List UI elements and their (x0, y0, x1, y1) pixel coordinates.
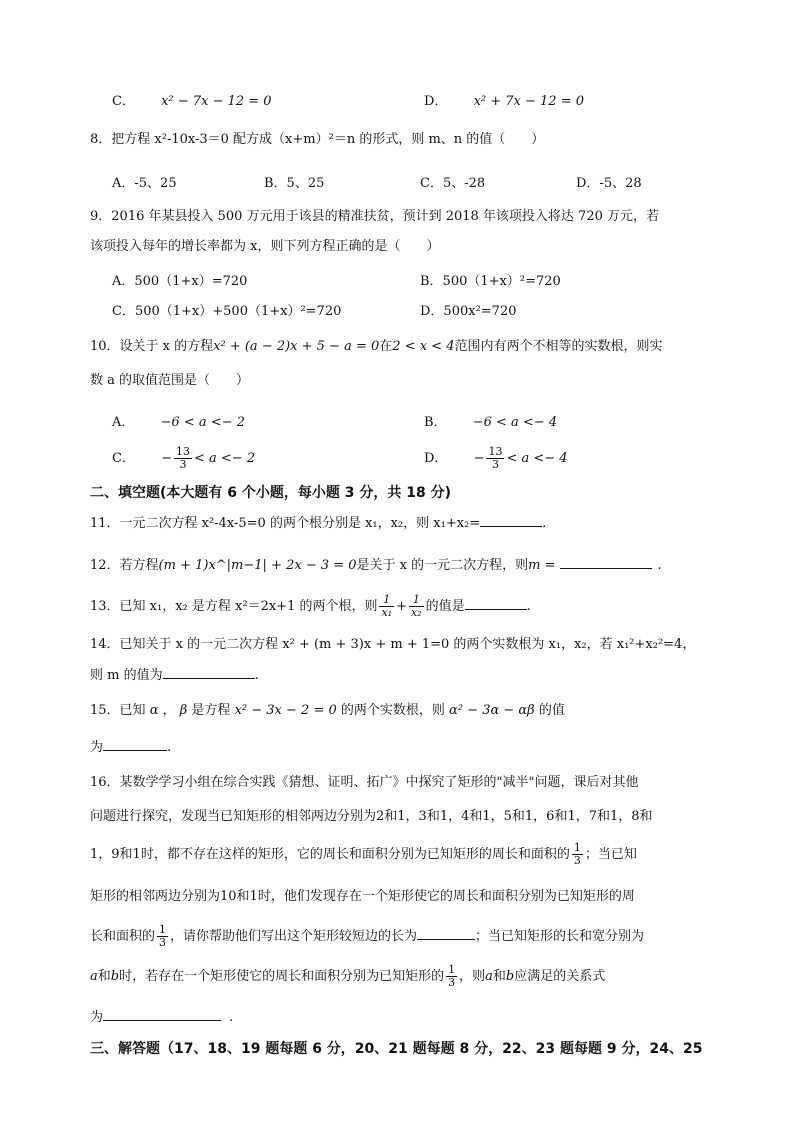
q8-option-b: B．5、25 (264, 176, 325, 191)
text: ；当已知 (584, 847, 637, 862)
text: 12．若方程 (90, 558, 159, 573)
q10-option-c (112, 446, 255, 471)
question-9-line-2: 该项投入每年的增长率都为 x，则下列方程正确的是（ ） (90, 239, 440, 254)
option-label: C． (112, 451, 135, 466)
denominator: 3 (448, 976, 456, 989)
minus-sign: − (473, 451, 485, 466)
q9-option-c: C．500（1+x）+500（1+x）²=720 (112, 304, 342, 319)
question-12 (90, 556, 734, 575)
answer-blank[interactable] (103, 738, 167, 751)
text: . (526, 599, 531, 614)
text: ；当已知矩形的长和宽分别为 (475, 929, 645, 944)
option-label: C． (112, 94, 135, 109)
fraction (174, 446, 192, 471)
question-16-line-6 (90, 964, 734, 990)
question-15-line-2 (90, 738, 734, 757)
answer-blank[interactable] (480, 514, 542, 527)
option-expression: x² + 7x − 12 = 0 (473, 94, 585, 109)
text: 为 (90, 740, 104, 755)
variable-a: a (485, 969, 493, 984)
answer-blank[interactable] (417, 927, 475, 940)
denominator: 3 (573, 854, 581, 867)
answer-blank[interactable] (465, 597, 527, 610)
option-expression: −6 < a <− 2 (160, 415, 245, 430)
question-16-line-2: 问题进行探究，发现当已知矩形的相邻两边分别为2和1，3和1，4和1，5和1，6和1，7和1，8和 (90, 809, 653, 824)
option-label: D． (424, 451, 448, 466)
fraction (572, 842, 583, 867)
text: ，则 (459, 969, 486, 984)
question-10-line-1 (90, 338, 734, 356)
q9-option-d: D．500x²=720 (420, 304, 517, 319)
answer-blank[interactable] (103, 1008, 221, 1021)
question-8: 8．把方程 x²-10x-3＝0 配方成（x+m）²＝n 的形式，则 m、n 的值（ ） (90, 132, 545, 147)
variable-b: b (110, 969, 120, 984)
plus-sign: + (396, 599, 407, 614)
alpha-symbol: α (149, 703, 159, 718)
text: ，请你帮助他们写出这个矩形较短边的长为 (170, 929, 418, 944)
question-13 (90, 594, 734, 620)
minus-sign: − (161, 451, 172, 466)
text: 13．已知 x₁，x₂ 是方程 x²＝2x+1 的两个根，则 (90, 599, 378, 614)
fraction (379, 594, 394, 619)
numerator: 13 (488, 445, 503, 458)
text: 15．已知 (90, 703, 146, 718)
q9-option-a: A．500（1+x）=720 (112, 274, 248, 289)
text: 范围内有两个不相等的实数根，则实 (454, 339, 663, 354)
question-16-line-3 (90, 842, 734, 868)
q7-option-c (112, 90, 272, 109)
equation: x² + (a − 2)x + 5 − a = 0 (213, 339, 380, 354)
denominator: x₁ (381, 606, 393, 619)
question-16-line-7 (90, 1008, 734, 1027)
equation: (m + 1)x^|m−1| + 2x − 3 = 0 (158, 558, 357, 573)
equation: x² − 3x − 2 = 0 (234, 703, 337, 718)
q9-option-b: B．500（1+x）²=720 (420, 274, 561, 289)
text: ， (162, 703, 176, 718)
text: 在 (379, 339, 393, 354)
question-16-line-4: 矩形的相邻两边分别为10和1时，他们发现存在一个矩形使它的周长和面积分别为已知矩形的周 (90, 889, 635, 904)
text: 1，9和1时，都不存在这样的矩形，它的周长和面积分别为已知矩形的周长和面积的 (90, 847, 570, 862)
q8-option-a: A．-5、25 (112, 176, 177, 191)
option-expression: < a <− 4 (506, 451, 568, 466)
section-3-heading: 三、解答题（17、18、19 题每题 6 分，20、21 题每题 8 分，22、23 题每题 9 分，24、25 (90, 1041, 703, 1057)
text: 的两个实数根，则 (340, 703, 445, 718)
text: 是方程 (191, 703, 231, 718)
numerator: 1 (448, 963, 456, 976)
q7-option-d (424, 90, 584, 109)
q8-option-c: C．5、-28 (420, 176, 486, 191)
variable-a: a (90, 969, 98, 984)
denominator: 3 (491, 458, 499, 471)
text: 和 (492, 969, 506, 984)
text: 长和面积的 (90, 929, 156, 944)
numerator: 1 (573, 841, 581, 854)
q10-option-d (424, 446, 568, 471)
q10-option-a (112, 411, 245, 430)
question-16-line-1: 16．某数学学习小组在综合实践《猜想、证明、拓广》中探究了矩形的"减半"问题，课后对其他 (90, 775, 639, 790)
text: 则 m 的值为 (90, 668, 163, 683)
fraction (409, 594, 424, 619)
question-10-line-2: 数 a 的取值范围是（ ） (90, 373, 250, 388)
question-11 (90, 514, 734, 533)
answer-blank[interactable] (560, 556, 652, 569)
option-label: D． (424, 94, 448, 109)
denominator: x₂ (411, 606, 422, 619)
text: . (657, 558, 662, 573)
question-14-line-1: 14．已知关于 x 的一元二次方程 x² + (m + 3)x + m + 1=0 的两个实数根为 x₁，x₂，若 x₁²+x₂²=4， (90, 637, 696, 652)
text: . (229, 1010, 234, 1025)
fraction (157, 924, 168, 949)
numerator: 1 (159, 923, 167, 936)
question-9-line-1: 9．2016 年某县投入 500 万元用于该县的精准扶贫，预计到 2018 年该项投入将达 720 万元，若 (90, 209, 659, 224)
section-2-heading: 二、填空题(本大题有 6 个小题，每小题 3 分，共 18 分) (90, 485, 452, 501)
text: 时，若存在一个矩形使它的周长和面积分别为已知矩形的 (119, 969, 445, 984)
option-label: A． (112, 415, 135, 430)
text: 应满足的关系式 (514, 969, 606, 984)
fraction (446, 964, 457, 989)
text: 为 (90, 1010, 104, 1025)
option-label: B． (424, 415, 447, 430)
option-expression: < a <− 2 (194, 451, 256, 466)
fraction (486, 446, 504, 471)
numerator: 1 (409, 594, 424, 607)
text: 和 (97, 969, 111, 984)
text: 的值是 (425, 599, 465, 614)
denominator: 3 (159, 936, 167, 949)
text: . (542, 516, 547, 531)
question-15-line-1 (90, 702, 734, 720)
numerator: 13 (176, 445, 190, 458)
text: . (254, 668, 259, 683)
question-16-line-5 (90, 924, 734, 950)
expression: α² − 3α − αβ (449, 703, 535, 718)
range: 2 < x < 4 (392, 339, 455, 354)
text: . (167, 740, 172, 755)
numerator: 1 (379, 594, 394, 607)
q10-option-b (424, 411, 557, 430)
q8-option-d: D．-5、28 (576, 176, 642, 191)
beta-symbol: β (179, 703, 188, 718)
text: 的值 (538, 703, 565, 718)
answer-blank[interactable] (163, 666, 255, 679)
denominator: 3 (179, 458, 187, 471)
option-expression: x² − 7x − 12 = 0 (161, 94, 272, 109)
question-14-line-2 (90, 666, 734, 685)
text: 11．一元二次方程 x²-4x-5=0 的两个根分别是 x₁，x₂，则 x₁+x₂= (90, 516, 481, 531)
variable-b: b (505, 969, 515, 984)
variable: m = (528, 558, 556, 573)
text: 是关于 x 的一元二次方程，则 (356, 558, 529, 573)
text: 10．设关于 x 的方程 (90, 339, 214, 354)
option-expression: −6 < a <− 4 (472, 415, 558, 430)
